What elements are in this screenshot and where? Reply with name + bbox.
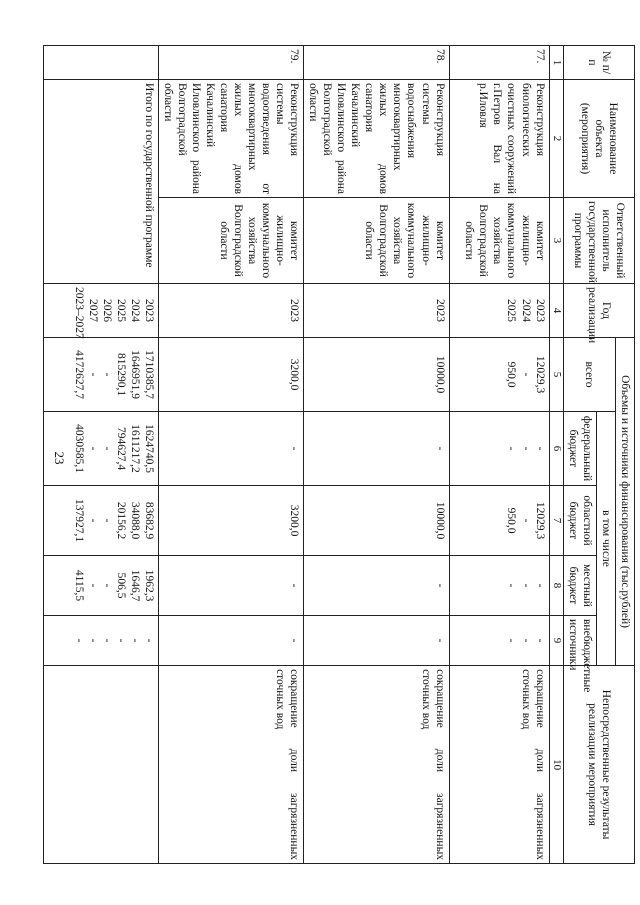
table-row: [159, 46, 304, 864]
local-value: 1962,3: [143, 569, 156, 602]
row-local: -: [304, 556, 449, 616]
index-cell: 2: [549, 80, 563, 198]
regional-value: -: [101, 518, 114, 523]
row-extra: [449, 616, 549, 666]
total-value: 815290,1: [115, 352, 128, 397]
year-value: 2024: [129, 299, 142, 322]
row-total: 3200,0: [159, 338, 304, 412]
local-value: 506,5: [115, 572, 128, 599]
extra-value: -: [101, 638, 114, 643]
header-regional: областной бюджет: [563, 486, 596, 556]
total-value: -: [87, 372, 100, 377]
total-total: [44, 338, 159, 412]
total-years: [44, 284, 159, 338]
year-value: 2026: [101, 299, 114, 322]
row-executor: комитет жилищно-коммунального хозяйства Волгоградской области: [449, 198, 549, 284]
federal-value: 1611217,2: [129, 424, 142, 473]
total-value: -: [101, 372, 114, 377]
index-cell: 1: [549, 46, 563, 80]
federal-value: -: [101, 446, 114, 451]
row-regional: [449, 486, 549, 556]
table-row: [449, 46, 549, 864]
extra-value: -: [87, 638, 100, 643]
regional-value: 34088,0: [129, 501, 142, 540]
regional-value: -: [87, 518, 100, 523]
header-name: Наименование объекта (мероприятия): [563, 80, 634, 198]
index-cell: 3: [549, 198, 563, 284]
extra-value: -: [129, 638, 142, 643]
federal-value: -: [533, 446, 546, 451]
total-value: 950,0: [505, 361, 518, 388]
index-cell: 6: [549, 412, 563, 486]
row-num: 78.: [304, 46, 449, 80]
total-value: 1710385,7: [143, 350, 156, 399]
year-value: 2025: [115, 299, 128, 322]
row-years: 2023: [159, 284, 304, 338]
index-cell: 10: [549, 666, 563, 864]
federal-value: 794627,4: [115, 426, 128, 471]
header-federal: федеральный бюджет: [563, 412, 596, 486]
total-result: [44, 666, 159, 864]
header-volumes: Объемы и источники финансирования (тыс.рублей): [615, 338, 634, 666]
local-value: -: [87, 583, 100, 588]
header-local: местный бюджет: [563, 556, 596, 616]
rotated-table-sheet: [73, 45, 635, 863]
total-regional: [44, 486, 159, 556]
extra-value: -: [115, 638, 128, 643]
page-number: 23: [52, 451, 67, 465]
total-num: [44, 46, 159, 80]
local-value: -: [533, 583, 546, 588]
extra-value: -: [73, 638, 86, 643]
extra-value: -: [533, 638, 546, 643]
row-num: 79.: [159, 46, 304, 80]
extra-value: -: [143, 638, 156, 643]
header-num: № п/п: [563, 46, 634, 80]
year-value: 2023: [143, 299, 156, 322]
year-value: 2023: [533, 299, 546, 322]
row-total: 10000,0: [304, 338, 449, 412]
regional-value: 20156,2: [115, 501, 128, 540]
year-value: 2024: [519, 299, 532, 322]
year-value: 2025: [505, 299, 518, 322]
row-years: [449, 284, 549, 338]
total-federal: [44, 412, 159, 486]
extra-value: -: [505, 638, 518, 643]
local-value: -: [101, 583, 114, 588]
federal-value: -: [519, 446, 532, 451]
header-year: Год реализации: [563, 284, 634, 338]
header-total: всего: [563, 338, 615, 412]
header-results: Непосредственные результаты реализации мероприятия: [563, 666, 634, 864]
regional-value: 83682,9: [143, 501, 156, 540]
header-executor: Ответственный исполнитель государственной программы: [563, 198, 634, 284]
row-local: -: [159, 556, 304, 616]
document-page: [73, 45, 635, 863]
extra-value: -: [519, 638, 532, 643]
total-extra: [44, 616, 159, 666]
local-value: 4115,5: [73, 569, 86, 602]
total-local: [44, 556, 159, 616]
federal-value: -: [505, 446, 518, 451]
local-value: -: [505, 583, 518, 588]
row-result: сокращение доли загрязненных сточных вод: [159, 666, 304, 864]
row-extra: -: [159, 616, 304, 666]
row-extra: -: [304, 616, 449, 666]
federal-value: -: [87, 446, 100, 451]
row-result: сокращение доли загрязненных сточных вод: [449, 666, 549, 864]
index-cell: 7: [549, 486, 563, 556]
row-regional: 3200,0: [159, 486, 304, 556]
row-name: Реконструкция системы водоотведения от многоквартирных жилых домов санатория Качалинский Иловлинского района Волгоградской области: [159, 80, 304, 198]
regional-value: 12029,3: [533, 501, 546, 540]
header-extra: внебюджетные источники: [563, 616, 596, 666]
regional-value: 950,0: [505, 507, 518, 534]
row-num: 77.: [449, 46, 549, 80]
total-value: -: [519, 372, 532, 377]
regional-value: 137927,1: [73, 498, 86, 543]
row-name: Реконструкция биологических очистных сооружений г.Петров Вал на р.Иловля: [449, 80, 549, 198]
row-regional: 10000,0: [304, 486, 449, 556]
row-total: [449, 338, 549, 412]
index-cell: 4: [549, 284, 563, 338]
row-name: Реконструкция системы водоснабжения многоквартирных жилых домов санатория Качалинский Иловлинского района Волгоградской области: [304, 80, 449, 198]
local-value: 1646,7: [129, 569, 142, 602]
index-cell: 8: [549, 556, 563, 616]
table-row: [304, 46, 449, 864]
row-executor: комитет жилищно-коммунального хозяйства Волгоградской области: [304, 198, 449, 284]
row-federal: [449, 412, 549, 486]
row-local: [449, 556, 549, 616]
federal-value: 1624740,5: [143, 424, 156, 473]
total-name: Итого по государственной программе: [44, 80, 159, 284]
total-value: 4172627,7: [73, 350, 86, 399]
total-row: [44, 46, 159, 864]
total-value: 1646951,9: [129, 350, 142, 399]
total-value: 12029,3: [533, 355, 546, 394]
year-value: 2027: [87, 299, 100, 322]
index-cell: 5: [549, 338, 563, 412]
row-result: сокращение доли загрязненных сточных вод: [304, 666, 449, 864]
header-incl: в том числе: [596, 412, 615, 666]
year-value: 2023–2027: [73, 287, 86, 339]
row-executor: комитет жилищно-коммунального хозяйства Волгоградской области: [159, 198, 304, 284]
federal-value: 4030585,1: [73, 424, 86, 473]
program-table: [43, 45, 635, 864]
index-row: [549, 46, 563, 864]
row-federal: -: [159, 412, 304, 486]
local-value: -: [519, 583, 532, 588]
row-federal: -: [304, 412, 449, 486]
index-cell: 9: [549, 616, 563, 666]
regional-value: -: [519, 518, 532, 523]
row-years: 2023: [304, 284, 449, 338]
